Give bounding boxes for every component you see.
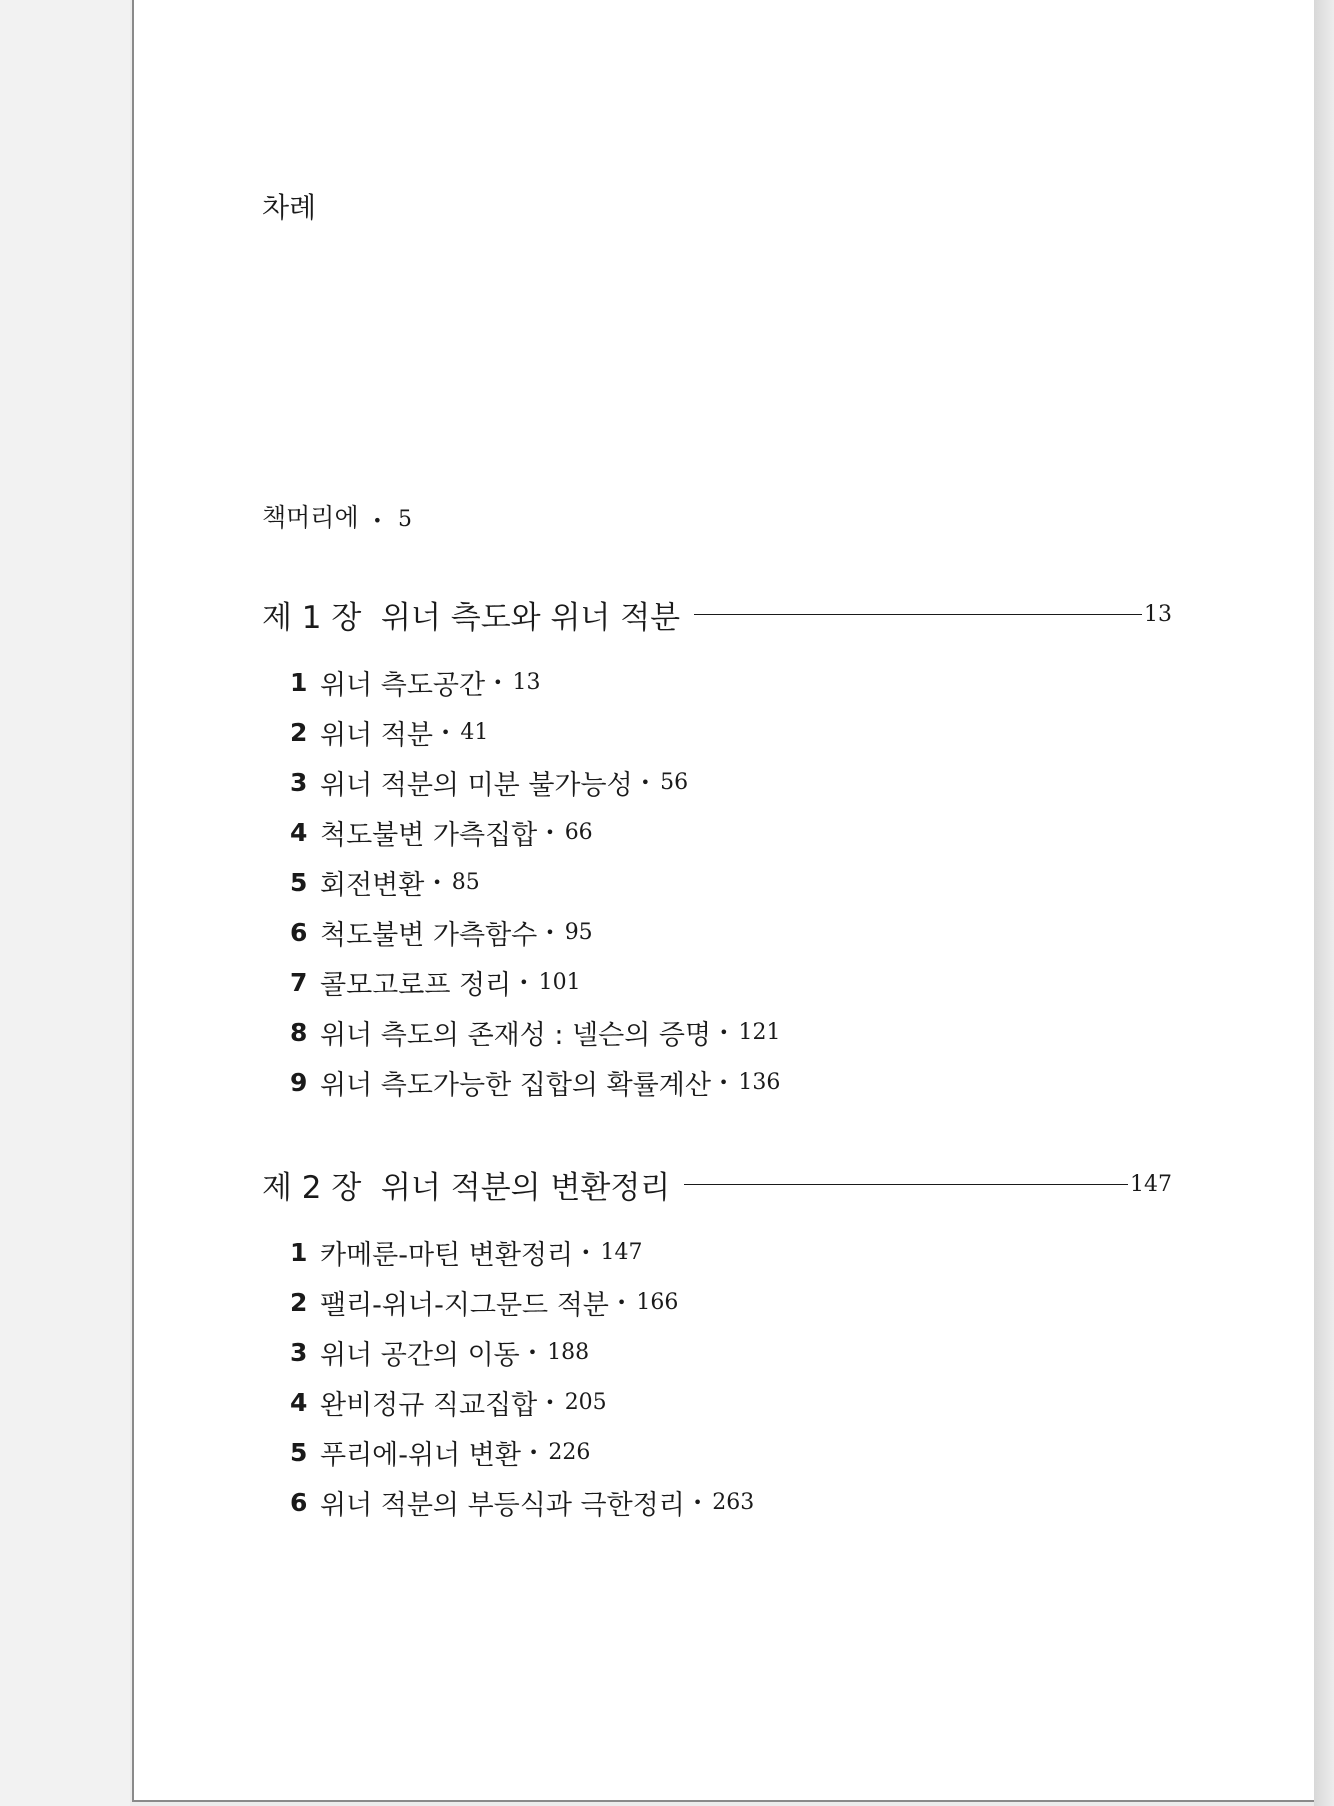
- section-number: 5: [290, 1437, 308, 1467]
- preface-page: 5: [397, 507, 412, 532]
- section-number: 9: [290, 1067, 308, 1097]
- section-title: 위너 적분의 미분 불가능성: [320, 769, 633, 801]
- section-bullet: •: [692, 1492, 703, 1512]
- section-page: 56: [660, 769, 689, 795]
- section-bullet: •: [616, 1292, 627, 1312]
- section-page: 263: [712, 1489, 755, 1515]
- section-title: 완비정규 직교집합: [320, 1389, 538, 1421]
- section-entry: [290, 957, 781, 1007]
- section-bullet: •: [719, 1022, 729, 1042]
- section-entry: [290, 707, 781, 757]
- section-entry: [290, 807, 781, 857]
- section-page: 13: [512, 669, 541, 695]
- section-entry: [290, 1377, 754, 1427]
- section-number: 6: [290, 1487, 308, 1517]
- section-entry: [290, 1007, 781, 1057]
- chapter-title: 제 1 장 위너 측도와 위너 적분: [262, 600, 681, 636]
- chapter-leader-rule: [684, 1184, 1128, 1185]
- section-title: 콜모고로프 정리: [320, 969, 512, 1001]
- section-title: 푸리에-위너 변환: [320, 1439, 521, 1471]
- section-number: 8: [290, 1017, 308, 1047]
- section-bullet: •: [718, 1072, 729, 1092]
- page-edge-shadow: [1314, 0, 1334, 1806]
- section-page: 147: [600, 1239, 643, 1265]
- section-entry: [290, 1277, 754, 1327]
- section-page: 66: [564, 819, 593, 845]
- section-number: 2: [290, 717, 308, 747]
- section-title: 위너 적분: [320, 719, 433, 751]
- section-bullet: •: [581, 1242, 591, 1262]
- section-bullet: •: [545, 922, 555, 942]
- section-bullet: •: [545, 1392, 555, 1412]
- section-number: 3: [290, 767, 308, 797]
- preface-title: 책머리에: [262, 503, 359, 532]
- section-bullet: •: [493, 672, 503, 692]
- section-number: 4: [290, 1387, 308, 1417]
- section-bullet: •: [528, 1442, 539, 1462]
- section-page: 95: [564, 919, 593, 945]
- section-page: 226: [548, 1439, 591, 1465]
- section-title: 팰리-위너-지그문드 적분: [320, 1289, 609, 1321]
- section-title: 회전변환: [320, 869, 425, 901]
- chapter-page: 147: [1130, 1172, 1172, 1197]
- section-title: 위너 적분의 부등식과 극한정리: [320, 1489, 685, 1521]
- section-entry: [290, 1427, 754, 1477]
- section-number: 3: [290, 1337, 308, 1367]
- chapter-1-heading: [262, 592, 1172, 637]
- section-entry: [290, 1477, 754, 1527]
- section-bullet: •: [432, 872, 442, 892]
- section-title: 위너 측도가능한 집합의 확률계산: [320, 1069, 711, 1101]
- section-bullet: •: [519, 972, 529, 992]
- scan-left-margin: [0, 0, 130, 1806]
- section-page: 41: [460, 719, 489, 745]
- section-entry: [290, 857, 781, 907]
- chapter-1-sections: [290, 657, 781, 1107]
- section-number: 1: [290, 1237, 308, 1267]
- section-title: 위너 공간의 이동: [320, 1339, 520, 1371]
- toc-preface-entry: [262, 498, 412, 534]
- section-title: 위너 측도공간: [320, 669, 486, 701]
- chapter-title: 제 2 장 위너 적분의 변환정리: [262, 1170, 671, 1206]
- section-number: 2: [290, 1287, 308, 1317]
- section-entry: [290, 1057, 781, 1107]
- section-title: 척도불변 가측함수: [320, 919, 538, 951]
- section-page: 166: [636, 1289, 679, 1315]
- section-number: 5: [290, 867, 308, 897]
- section-bullet: •: [527, 1342, 538, 1362]
- chapter-page: 13: [1144, 602, 1172, 627]
- section-title: 카메룬-마틴 변환정리: [320, 1239, 574, 1271]
- chapter-2-sections: [290, 1227, 754, 1527]
- section-page: 136: [738, 1069, 781, 1095]
- chapter-2-heading: [262, 1162, 1172, 1207]
- preface-bullet: •: [372, 511, 382, 530]
- chapter-leader-rule: [694, 614, 1142, 615]
- section-page: 205: [564, 1389, 607, 1415]
- section-number: 4: [290, 817, 308, 847]
- section-entry: [290, 1327, 754, 1377]
- section-page: 101: [538, 969, 581, 995]
- section-entry: [290, 757, 781, 807]
- section-number: 7: [290, 967, 308, 997]
- section-page: 85: [451, 869, 480, 895]
- section-bullet: •: [440, 722, 451, 742]
- section-bullet: •: [545, 822, 555, 842]
- section-number: 6: [290, 917, 308, 947]
- toc-heading: 차례: [262, 191, 317, 224]
- section-entry: [290, 657, 781, 707]
- section-entry: [290, 1227, 754, 1277]
- section-bullet: •: [640, 772, 651, 792]
- section-entry: [290, 907, 781, 957]
- section-page: 121: [738, 1019, 781, 1045]
- section-page: 188: [547, 1339, 590, 1365]
- section-title: 위너 측도의 존재성 : 넬슨의 증명: [320, 1019, 712, 1051]
- section-number: 1: [290, 667, 308, 697]
- section-title: 척도불변 가측집합: [320, 819, 538, 851]
